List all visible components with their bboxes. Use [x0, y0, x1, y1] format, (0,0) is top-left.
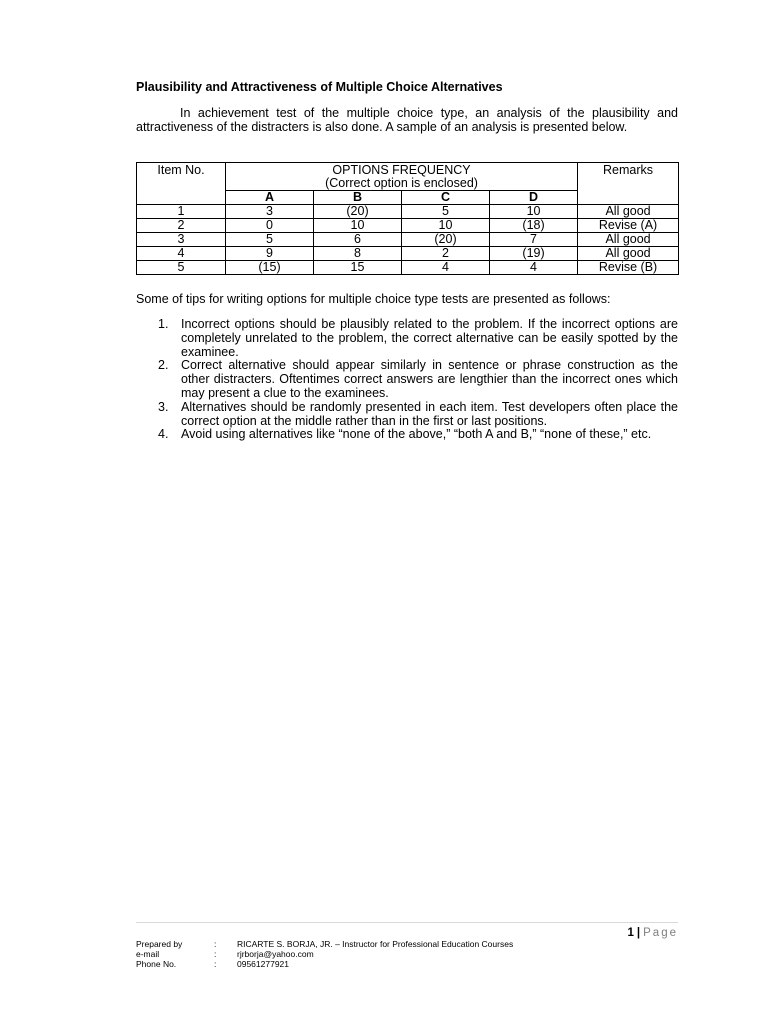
page-number-value: 1 — [627, 927, 634, 939]
list-item-number: 4. — [158, 427, 169, 442]
cell-option-b: 6 — [314, 233, 402, 247]
cell-option-a: 0 — [226, 219, 314, 233]
prepared-by-label: Prepared by — [136, 939, 183, 949]
document-page — [136, 0, 678, 1024]
list-item — [136, 359, 678, 400]
list-item-number: 2. — [158, 358, 169, 373]
list-item — [136, 318, 678, 359]
cell-item: 2 — [137, 219, 226, 233]
list-item-number: 1. — [158, 317, 169, 331]
cell-option-b: 8 — [314, 247, 402, 261]
table-row — [137, 219, 679, 233]
cell-remarks: Revise (A) — [578, 219, 679, 233]
header-options-frequency — [226, 163, 578, 191]
footer-divider — [136, 922, 678, 923]
header-remarks: Remarks — [578, 163, 679, 205]
header-option-a: A — [226, 191, 314, 205]
cell-option-c: 10 — [402, 219, 490, 233]
cell-item: 1 — [137, 205, 226, 219]
cell-option-d: 10 — [490, 205, 578, 219]
cell-option-d: (18) — [490, 219, 578, 233]
cell-option-b: 15 — [314, 261, 402, 275]
credits-row-email — [136, 949, 678, 959]
prepared-by-value: RICARTE S. BORJA, JR. – Instructor for Professional Education Courses — [237, 939, 514, 949]
prepared-by-colon: : — [214, 939, 217, 949]
credits-row-phone — [136, 959, 678, 969]
cell-item: 4 — [137, 247, 226, 261]
footer-credits — [136, 939, 678, 969]
header-item-no: Item No. — [137, 163, 226, 205]
intro-paragraph: In achievement test of the multiple choice type, an analysis of the plausibility and attractiveness of the distracters is also done. A sample of an analysis is presented below. — [136, 106, 678, 134]
cell-item: 5 — [137, 261, 226, 275]
cell-remarks: All good — [578, 247, 679, 261]
phone-value: 09561277921 — [237, 959, 290, 969]
credits-row-prepared-by — [136, 939, 678, 949]
cell-option-d: (19) — [490, 247, 578, 261]
cell-remarks: Revise (B) — [578, 261, 679, 275]
header-option-b: B — [314, 191, 402, 205]
table-row — [137, 261, 679, 275]
cell-option-a: 9 — [226, 247, 314, 261]
page-number — [628, 926, 678, 940]
cell-option-c: 4 — [402, 261, 490, 275]
phone-label: Phone No. — [136, 959, 177, 969]
list-item-number: 3. — [158, 399, 169, 414]
email-label: e-mail — [136, 949, 160, 959]
cell-option-c: 5 — [402, 205, 490, 219]
cell-option-c: 2 — [402, 247, 490, 261]
cell-remarks: All good — [578, 205, 679, 219]
cell-option-a: 3 — [226, 205, 314, 219]
header-option-d: D — [490, 191, 578, 205]
cell-option-b: (20) — [314, 205, 402, 219]
cell-option-d: 4 — [490, 261, 578, 275]
page-number-separator: | — [636, 927, 641, 939]
tips-intro: Some of tips for writing options for multiple choice type tests are presented as follows: — [136, 292, 611, 306]
options-frequency-table — [136, 162, 679, 275]
list-item-text: Avoid using alternatives like “none of the above,” “both A and B,” “none of these,” etc. — [181, 427, 652, 442]
table-row — [137, 247, 679, 261]
phone-colon: : — [214, 959, 217, 969]
cell-option-a: (15) — [226, 261, 314, 275]
cell-option-c: (20) — [402, 233, 490, 247]
header-option-c: C — [402, 191, 490, 205]
cell-option-d: 7 — [490, 233, 578, 247]
list-item-text: Incorrect options should be plausibly related to the problem. If the incorrect options are completely unrelated to the problem, the correct alternative can be easily spotted by the examinee. — [181, 317, 678, 359]
table-row — [137, 205, 679, 219]
page-label: Page — [643, 927, 678, 939]
list-item — [136, 401, 678, 429]
header-options-title: OPTIONS FREQUENCY — [332, 162, 471, 177]
tips-list — [136, 318, 678, 442]
table-row — [137, 233, 679, 247]
cell-remarks: All good — [578, 233, 679, 247]
cell-option-b: 10 — [314, 219, 402, 233]
email-value: rjrborja@yahoo.com — [237, 949, 314, 959]
cell-option-a: 5 — [226, 233, 314, 247]
cell-item: 3 — [137, 233, 226, 247]
document-title: Plausibility and Attractiveness of Multiple Choice Alternatives — [136, 80, 503, 94]
list-item-text: Correct alternative should appear similarly in sentence or phrase construction as the other distracters. Oftentimes correct answers are lengthier than the incorrect ones which may present a clue to the examinees. — [181, 358, 678, 400]
list-item — [136, 428, 678, 442]
list-item-text: Alternatives should be randomly presented in each item. Test developers often place the correct option at the middle rather than in the first or last positions. — [181, 399, 678, 428]
email-colon: : — [214, 949, 217, 959]
header-options-subtitle: (Correct option is enclosed) — [325, 175, 478, 190]
